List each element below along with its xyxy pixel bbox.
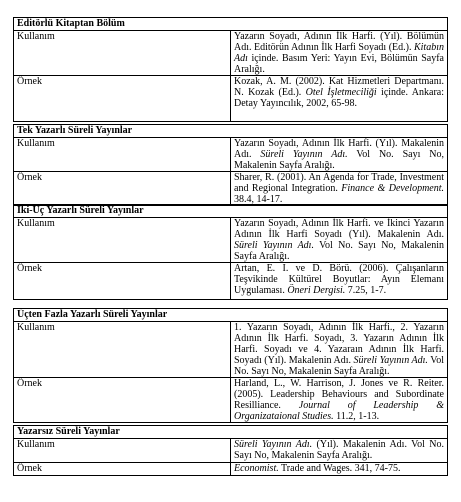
text-run-italic: Süreli Yayının Adı. — [234, 240, 314, 251]
text-run: (Yıl). Makalenin Adı. Vol No. Sayı No, Makalenin Sayfa Aralığı. — [234, 439, 444, 461]
text-run-italic: Journal of Leadership & Organizataional Studies. — [234, 400, 444, 422]
row-value-usage — [231, 439, 448, 463]
row-value-example — [231, 263, 448, 300]
text-run: 1. Yazarın Soyadı, Adının İlk Harfi., 2. Yazarın Adının İlk Harfi. Soyadı, 3. Yazarın Adının İlk Harfi. Soyadı ve 4. Yazaraın Adının İlk Harfi. Soyadı (Yıl). Makalenin Adı. — [234, 322, 444, 366]
text-run: 11.2, 1-13. — [333, 411, 380, 422]
row-label-usage: Kullanım — [14, 138, 231, 172]
text-run: Harland, L., W. Harrison, J. Jones ve R. Reiter. (2005). Leadership Behaviours and Subordinate Resilliance. — [234, 378, 444, 411]
row-label-example: Örnek — [14, 463, 231, 476]
text-run: Artan, E. I. ve D. Börü. (2006). Çalışanların Teşvikinde Kültürel Boyutlar: Ayın Elemanı Uygulaması. — [234, 263, 444, 296]
text-run: Yazarın Soyadı, Adının İlk Harfi. ve İkinci Yazarın Adının İlk Harfi Soyadı (Yıl). Makalenin Adı. — [234, 218, 444, 240]
row-label-usage: Kullanım — [14, 218, 231, 263]
row-value-example — [231, 463, 448, 476]
text-run-italic: Süreli Yayının Adı. — [234, 439, 313, 450]
text-run: Yazarın Soyadı, Adının İlk Harfi. (Yıl). Makalenin Adı. — [234, 138, 444, 160]
text-run-italic: Süreli Yayının Adı. — [353, 355, 428, 366]
row-label-usage: Kullanım — [14, 31, 231, 76]
row-value-usage — [231, 138, 448, 172]
section-table-edited-book-chapter — [13, 17, 448, 122]
section-title: İki-Üç Yazarlı Süreli Yayınlar — [14, 205, 448, 218]
section-table-multi-author-periodicals — [13, 308, 448, 423]
text-run: Kozak, A. M. (2002). Kat Hizmetleri Departmanı. N. Kozak (Ed.). — [234, 76, 444, 98]
row-value-usage — [231, 31, 448, 76]
section-table-two-three-author-periodicals — [13, 204, 448, 300]
text-run: 7.25, 1-7. — [345, 285, 387, 296]
text-run: Vol No. Sayı No, Makalenin Sayfa Aralığı. — [234, 149, 444, 171]
section-table-single-author-periodicals — [13, 124, 448, 206]
text-run-italic: Economist. — [234, 463, 279, 474]
section-title: Yazarsız Süreli Yayınlar — [14, 426, 448, 439]
row-value-example — [231, 378, 448, 423]
text-run: içinde. Ankara: Detay Yayıncılık, 2002, 65-98. — [234, 87, 444, 109]
text-run: 38.4, 14-17. — [234, 194, 283, 205]
row-label-example: Örnek — [14, 76, 231, 122]
row-value-example — [231, 172, 448, 206]
text-run: Vol No. Sayı No, Makalenin Sayfa Aralığı. — [234, 355, 444, 377]
text-run-italic: Kitabın Adı — [234, 42, 444, 64]
row-value-usage — [231, 218, 448, 263]
section-title: Üçten Fazla Yazarlı Süreli Yayınlar — [14, 309, 448, 322]
row-label-example: Örnek — [14, 172, 231, 206]
text-run-italic: Finance & Development. — [341, 183, 445, 194]
text-run: Yazarın Soyadı, Adının İlk Harfi. (Yıl). Bölümün Adı. Editörün Adının İlk Harfi Soyadı (Ed.). — [234, 31, 444, 53]
text-run-italic: Öneri Dergisi. — [287, 285, 346, 296]
section-title: Editörlü Kitaptan Bölüm — [14, 18, 448, 31]
text-run: Vol No. Sayı No, Makalenin Sayfa Aralığı. — [234, 240, 444, 262]
row-value-usage — [231, 322, 448, 378]
text-run-italic: Süreli Yayının Adı. — [260, 149, 348, 160]
row-value-example — [231, 76, 448, 122]
row-label-usage: Kullanım — [14, 322, 231, 378]
text-run-italic: Otel İşletmeciliği — [305, 87, 377, 98]
row-label-example: Örnek — [14, 263, 231, 300]
section-title: Tek Yazarlı Süreli Yayınlar — [14, 125, 448, 138]
row-label-usage: Kullanım — [14, 439, 231, 463]
text-run: Sharer, R. (2001). An Agenda for Trade, Investment and Regional Integration. — [234, 172, 444, 194]
text-run: içinde. Basım Yeri: Yayın Evi, Bölümün Sayfa Aralığı. — [234, 53, 444, 75]
row-label-example: Örnek — [14, 378, 231, 423]
text-run: Trade and Wages. 341, 74-75. — [278, 463, 401, 474]
section-table-no-author-periodicals — [13, 425, 448, 476]
